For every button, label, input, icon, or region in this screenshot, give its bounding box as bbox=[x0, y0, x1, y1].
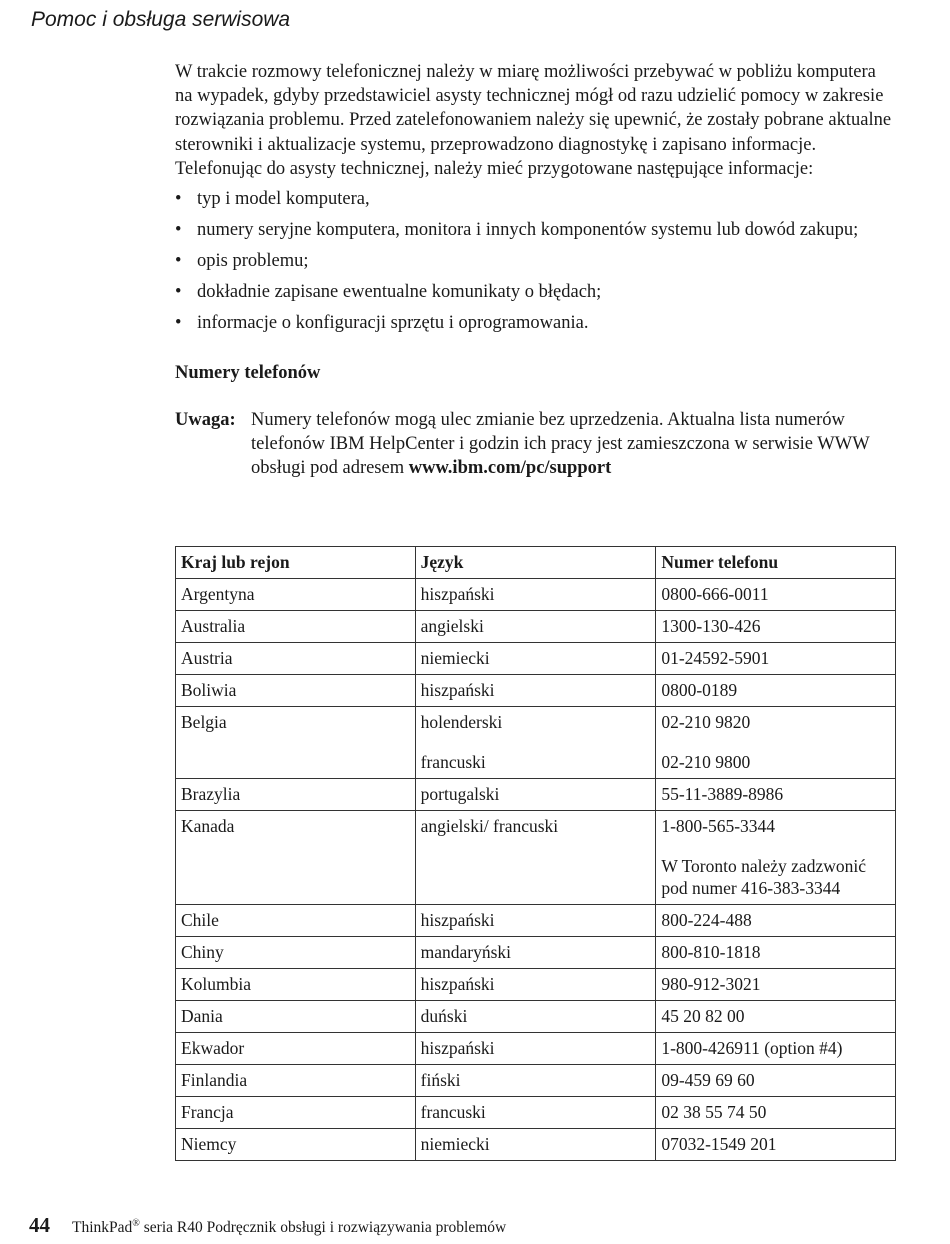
cell-phone bbox=[656, 1001, 896, 1033]
cell-country bbox=[176, 779, 416, 811]
cell-language bbox=[415, 1065, 656, 1097]
support-url-link[interactable]: www.ibm.com/pc/support bbox=[408, 458, 612, 479]
table-row bbox=[176, 707, 896, 779]
list-item bbox=[175, 187, 897, 211]
list-item-text: dokładnie zapisane ewentualne komunikaty o błędach; bbox=[197, 282, 602, 303]
column-header-phone: Numer telefonu bbox=[656, 547, 896, 579]
bullet-icon: • bbox=[175, 313, 182, 334]
country-name: Finlandia bbox=[181, 1070, 248, 1090]
country-name: Niemcy bbox=[181, 1134, 237, 1154]
table-row bbox=[176, 937, 896, 969]
cell-country bbox=[176, 1033, 416, 1065]
table-header-row bbox=[176, 547, 896, 579]
note-block bbox=[175, 408, 897, 481]
cell-language bbox=[415, 969, 656, 1001]
cell-language bbox=[415, 905, 656, 937]
table-row bbox=[176, 675, 896, 707]
cell-phone bbox=[656, 1129, 896, 1161]
cell-country bbox=[176, 1097, 416, 1129]
country-name: Ekwador bbox=[181, 1038, 245, 1058]
cell-phone bbox=[656, 779, 896, 811]
phone-number: 800-810-1818 bbox=[661, 942, 761, 962]
bullet-icon: • bbox=[175, 282, 182, 303]
table-row bbox=[176, 1097, 896, 1129]
page-footer bbox=[29, 1213, 506, 1238]
cell-language bbox=[415, 579, 656, 611]
cell-language bbox=[415, 675, 656, 707]
country-name: Kolumbia bbox=[181, 974, 251, 994]
bullet-icon: • bbox=[175, 251, 182, 272]
language-name: francuski bbox=[420, 1102, 486, 1122]
table-row bbox=[176, 1065, 896, 1097]
footer-brand: ThinkPad bbox=[72, 1219, 133, 1236]
cell-phone bbox=[656, 1033, 896, 1065]
main-content bbox=[175, 60, 897, 481]
cell-country bbox=[176, 675, 416, 707]
language-name: hiszpański bbox=[420, 680, 495, 700]
phone-note: W Toronto należy zadzwonić pod numer 416-383-3344 bbox=[661, 856, 866, 898]
required-info-list bbox=[175, 187, 897, 335]
intro-paragraph: W trakcie rozmowy telefonicznej należy w miarę możliwości przebywać w pobliżu komputera na wypadek, gdyby przedstawiciel asysty technicznej mógł od razu udzielić pomocy w zakresie rozwiązania problemu. Przed zatelefonowaniem należy się upewnić, że zostały pobrane aktualne sterowniki i aktualizacje systemu, przeprowadzono diagnostykę i zapisano informacje. Telefonując do asysty technicznej, należy mieć przygotowane następujące informacje: bbox=[175, 62, 892, 179]
phone-number: 1-800-565-3344 bbox=[661, 816, 776, 836]
phone-number: 1-800-426911 (option #4) bbox=[661, 1038, 843, 1058]
language-name: angielski bbox=[420, 616, 484, 636]
country-name: Belgia bbox=[181, 712, 227, 732]
language-name: duński bbox=[420, 1006, 468, 1026]
table-row bbox=[176, 905, 896, 937]
phone-number: 01-24592-5901 bbox=[661, 648, 770, 668]
country-name: Kanada bbox=[181, 816, 235, 836]
list-item-text: opis problemu; bbox=[197, 251, 309, 272]
list-item bbox=[175, 249, 897, 273]
cell-phone bbox=[656, 937, 896, 969]
list-item-text: typ i model komputera, bbox=[197, 189, 370, 210]
cell-language bbox=[415, 1001, 656, 1033]
cell-phone bbox=[656, 811, 896, 905]
cell-country bbox=[176, 707, 416, 779]
language-name: francuski bbox=[420, 752, 486, 772]
country-name: Austria bbox=[181, 648, 233, 668]
column-header-language: Język bbox=[415, 547, 656, 579]
language-name: holenderski bbox=[420, 712, 503, 732]
phone-number: 800-224-488 bbox=[661, 910, 752, 930]
cell-phone bbox=[656, 643, 896, 675]
language-name: hiszpański bbox=[420, 584, 495, 604]
country-name: Chiny bbox=[181, 942, 224, 962]
bullet-icon: • bbox=[175, 220, 182, 241]
phone-number: 02-210 9820 bbox=[661, 712, 751, 732]
cell-country bbox=[176, 969, 416, 1001]
running-header-title: Pomoc i obsługa serwisowa bbox=[31, 8, 291, 31]
section-heading: Numery telefonów bbox=[175, 363, 321, 384]
table-row bbox=[176, 1033, 896, 1065]
cell-phone bbox=[656, 1097, 896, 1129]
cell-language bbox=[415, 811, 656, 905]
cell-language bbox=[415, 707, 656, 779]
country-name: Argentyna bbox=[181, 584, 255, 604]
list-item-text: numery seryjne komputera, monitora i innych komponentów systemu lub dowód zakupu; bbox=[197, 220, 859, 241]
table-row bbox=[176, 579, 896, 611]
cell-country bbox=[176, 937, 416, 969]
country-name: Dania bbox=[181, 1006, 223, 1026]
language-name: angielski/ francuski bbox=[420, 816, 559, 836]
cell-country bbox=[176, 1065, 416, 1097]
phone-number: 980-912-3021 bbox=[661, 974, 761, 994]
phone-number: 09-459 69 60 bbox=[661, 1070, 755, 1090]
footer-title-text: seria R40 Podręcznik obsługi i rozwiązywania problemów bbox=[139, 1219, 507, 1236]
column-header-country: Kraj lub rejon bbox=[176, 547, 416, 579]
country-name: Australia bbox=[181, 616, 246, 636]
phone-number: 55-11-3889-8986 bbox=[661, 784, 784, 804]
table-row bbox=[176, 1129, 896, 1161]
note-text bbox=[251, 408, 897, 481]
page-number: 44 bbox=[29, 1213, 50, 1237]
cell-country bbox=[176, 643, 416, 675]
phone-number: 0800-666-0011 bbox=[661, 584, 769, 604]
cell-country bbox=[176, 579, 416, 611]
language-name: fiński bbox=[420, 1070, 461, 1090]
registered-mark: ® bbox=[132, 1217, 140, 1229]
phone-number: 07032-1549 201 bbox=[661, 1134, 777, 1154]
cell-phone bbox=[656, 675, 896, 707]
table-row bbox=[176, 643, 896, 675]
language-name: hiszpański bbox=[420, 910, 495, 930]
cell-language bbox=[415, 1097, 656, 1129]
cell-phone bbox=[656, 969, 896, 1001]
table-body bbox=[176, 579, 896, 1161]
cell-phone bbox=[656, 905, 896, 937]
cell-language bbox=[415, 937, 656, 969]
phone-number: 0800-0189 bbox=[661, 680, 738, 700]
cell-language bbox=[415, 643, 656, 675]
language-name: portugalski bbox=[420, 784, 500, 804]
phone-number: 02 38 55 74 50 bbox=[661, 1102, 767, 1122]
language-name: niemiecki bbox=[420, 1134, 490, 1154]
language-name: mandaryński bbox=[420, 942, 512, 962]
list-item-text: informacje o konfiguracji sprzętu i oprogramowania. bbox=[197, 313, 589, 334]
cell-phone bbox=[656, 579, 896, 611]
cell-phone bbox=[656, 611, 896, 643]
cell-phone bbox=[656, 1065, 896, 1097]
table-row bbox=[176, 1001, 896, 1033]
cell-country bbox=[176, 811, 416, 905]
list-item bbox=[175, 218, 897, 242]
phone-number: 45 20 82 00 bbox=[661, 1006, 745, 1026]
table-row bbox=[176, 779, 896, 811]
cell-country bbox=[176, 905, 416, 937]
note-body: Numery telefonów mogą ulec zmianie bez uprzedzenia. Aktualna lista numerów telefonów IBM HelpCenter i godzin ich pracy jest zamieszczona w serwisie WWW obsługi pod adresem bbox=[251, 410, 870, 479]
table-row bbox=[176, 811, 896, 905]
list-item bbox=[175, 311, 897, 335]
cell-language bbox=[415, 779, 656, 811]
country-name: Brazylia bbox=[181, 784, 241, 804]
table-row bbox=[176, 611, 896, 643]
bullet-icon: • bbox=[175, 189, 182, 210]
phone-number: 02-210 9800 bbox=[661, 752, 751, 772]
cell-country bbox=[176, 611, 416, 643]
footer-title bbox=[72, 1218, 506, 1237]
country-name: Boliwia bbox=[181, 680, 237, 700]
cell-country bbox=[176, 1001, 416, 1033]
note-label: Uwaga: bbox=[175, 410, 236, 431]
country-name: Francja bbox=[181, 1102, 234, 1122]
language-name: hiszpański bbox=[420, 1038, 495, 1058]
cell-language bbox=[415, 1033, 656, 1065]
cell-language bbox=[415, 611, 656, 643]
phone-numbers-table bbox=[175, 546, 896, 1161]
language-name: hiszpański bbox=[420, 974, 495, 994]
cell-language bbox=[415, 1129, 656, 1161]
list-item bbox=[175, 280, 897, 304]
cell-phone bbox=[656, 707, 896, 779]
cell-country bbox=[176, 1129, 416, 1161]
table-row bbox=[176, 969, 896, 1001]
language-name: niemiecki bbox=[420, 648, 490, 668]
country-name: Chile bbox=[181, 910, 219, 930]
phone-number: 1300-130-426 bbox=[661, 616, 761, 636]
